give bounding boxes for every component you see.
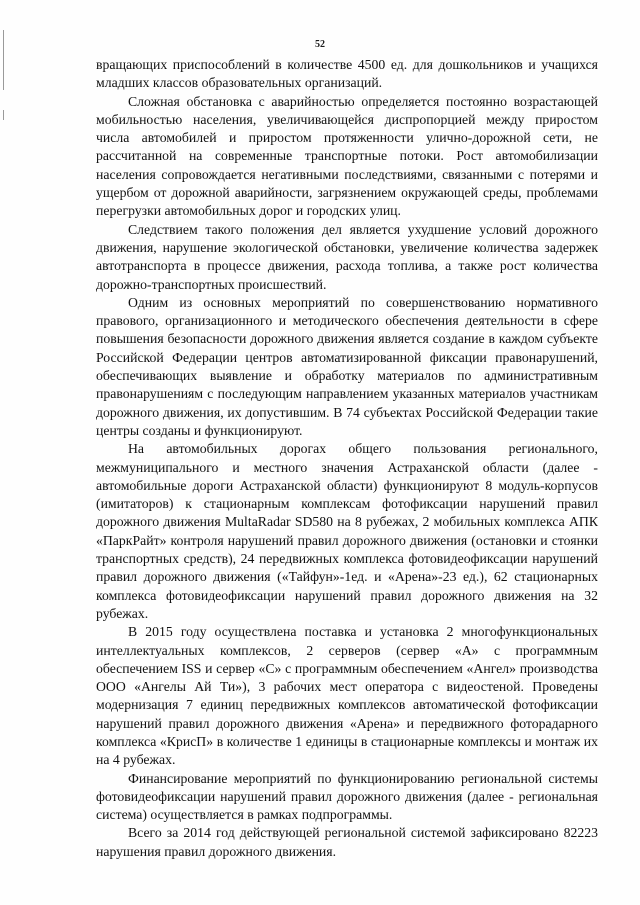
paragraph-continuation: вращающих приспособлений в количестве 4500 ед. для дошкольников и учащихся младших классов образовательных организаций. — [96, 57, 598, 91]
page-number: 52 — [315, 39, 325, 50]
paragraph: Следствием такого положения дел является ухудшение условий дорожного движения, нарушение экологической обстановки, увеличение количества задержек автотранспорта в процессе движения, расхода топлива, а также рост количества дорожно-транспортных происшествий. — [96, 221, 598, 292]
paragraph: В 2015 году осуществлена поставка и установка 2 многофункциональных интеллектуальных комплексов, 2 серверов (сервер «А» с программным обеспечением ISS и сервер «С» с программным обеспечением «Ангел» производства ООО «Ангелы Ай Ти»), 3 рабочих мест оператора с видеостеной. Проведены модернизация 7 единиц передвижных комплексов автоматической фотофиксации нарушений правил дорожного движения «Арена» и передвижного фоторадарного комплекса «КрисП» в количестве 1 единицы в стационарные комплексы и монтаж их на 4 рубежах. — [96, 624, 598, 768]
scan-edge-mark — [3, 110, 4, 120]
paragraph: Финансирование мероприятий по функционированию региональной системы фотовидеофиксации нарушений правил дорожного движения (далее - региональная система) осуществляется в рамках подпрограммы. — [96, 770, 598, 823]
paragraph: Всего за 2014 год действующей региональной системой зафиксировано 82223 нарушения правил дорожного движения. — [96, 825, 598, 859]
paragraph: Одним из основных мероприятий по совершенствованию нормативного правового, организационного и методического обеспечения деятельности в сфере повышения безопасности дорожного движения является создание в каждом субъекте Российской Федерации центров автоматизированной фиксации правонарушений, обеспечивающих выявление и обработку материалов по административным правонарушениям с последующим направлением указанных материалов участникам дорожного движения, их допустившим. В 74 субъектах Российской Федерации такие центры созданы и функционируют. — [96, 294, 598, 438]
document-body — [96, 56, 598, 861]
paragraph: Сложная обстановка с аварийностью определяется постоянно возрастающей мобильностью населения, увеличивающейся диспропорцией между приростом числа автомобилей и приростом протяженности улично-дорожной сети, не рассчитанной на современные транспортные потоки. Рост автомобилизации населения сопровождается негативными последствиями, связанными с потерями и ущербом от дорожной аварийности, загрязнением окружающей среды, проблемами перегрузки автомобильных дорог и городских улиц. — [96, 93, 598, 219]
paragraph: На автомобильных дорогах общего пользования регионального, межмуниципального и местного значения Астраханской области (далее - автомобильные дороги Астраханской области) функционируют 8 модуль-корпусов (имитаторов) к стационарным комплексам фотофиксации нарушений правил дорожного движения MultaRadar SD580 на 8 рубежах, 2 мобильных комплекса АПК «ПаркРайт» контроля нарушений правил дорожного движения (остановки и стоянки транспортных средств), 24 передвижных комплекса фотовидеофиксации нарушений правил дорожного движения («Тайфун»-1ед. и «Арена»-23 ед.), 62 стационарных комплекса фотовидеофиксации нарушений правил дорожного движения на 32 рубежах. — [96, 441, 598, 621]
